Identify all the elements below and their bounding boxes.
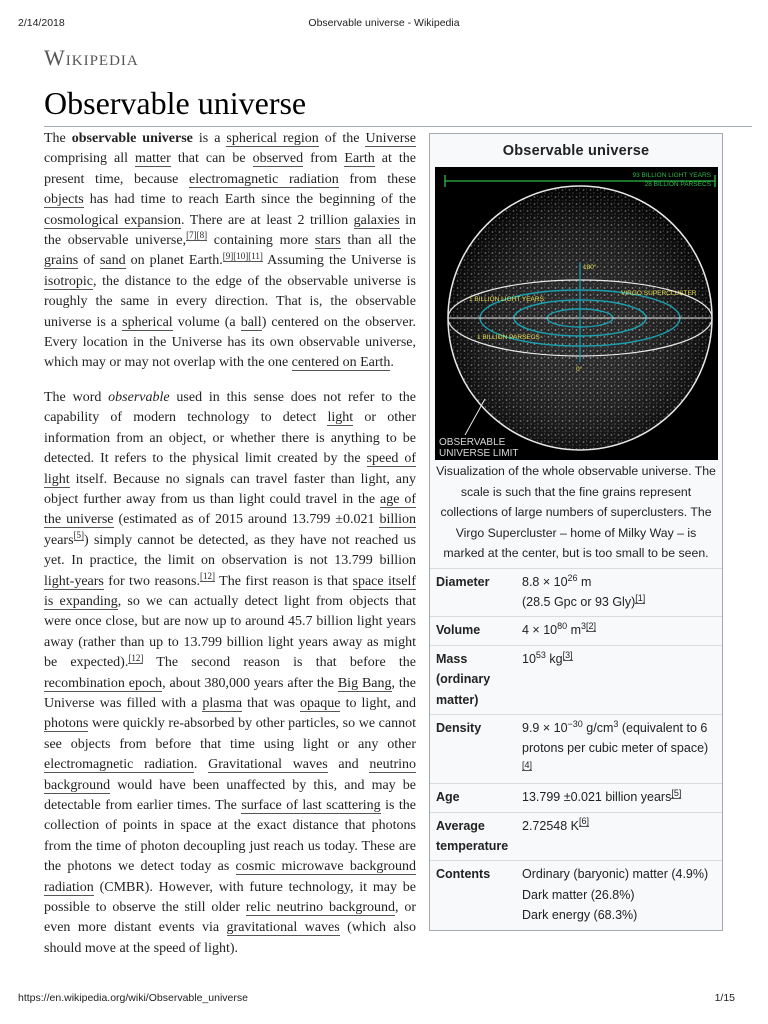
link-light[interactable]: light	[327, 410, 354, 426]
value-mass: $10^{53}$ kg[3]	[516, 645, 722, 714]
link-electromagnetic-radiation[interactable]: electromagnetic radiation	[188, 171, 339, 187]
reference-link[interactable]: [6]	[579, 816, 590, 827]
scale-label-light-years: 93 BILLION LIGHT YEARS	[631, 172, 711, 179]
link-space-expanding[interactable]: space itself is expanding	[44, 573, 417, 609]
row-age	[430, 784, 722, 812]
link-grains[interactable]: grains	[44, 253, 79, 269]
reference-link[interactable]: [1]	[635, 592, 646, 603]
row-density	[430, 714, 722, 783]
link-universe[interactable]: Universe	[365, 131, 417, 146]
link-opaque[interactable]: opaque	[300, 695, 341, 711]
link-galaxies[interactable]: galaxies	[353, 212, 400, 228]
link-earth[interactable]: Earth	[344, 151, 375, 167]
link-sand[interactable]: sand	[99, 253, 126, 269]
link-stars[interactable]: stars	[315, 233, 341, 249]
paragraph-2: The word observable used in this sense does not refer to the capability of modern technology to detect light or other information from an object, or whether there is anything to be detected. It refers to the physical limit created by the speed of light itself. Because no signals can travel faster than light, any object further away from us than light could travel in the age of the universe (estimated as of 2015 around 13.799 ±0.021 billion years[5]) simply cannot be detected, as they have not reached us yet. In practice, the limit on observation is not 13.799 billion light-years for two reasons.[12] The first reason is that space itself is expanding, so we can actually detect light from objects that were once close, but are now up to around 45.7 billion light years away (rather than up to 13.799 billion light years away as might be expected).[12] The second reason is that before the recombination epoch, about 380,000 years after the Big Bang, the Universe was filled with a plasma that was opaque to light, and photons were quickly re-absorbed by other particles, so we cannot see objects from before that time using light or any other electromagnetic radiation. Gravitational waves and neutrino background would have been unaffected by this, and may be detectable from earlier times. The surface of last scattering is the collection of points in space at the exact distance that photons from the time of photon decoupling just reach us today. These are the photons we detect today as cosmic microwave background radiation (CMBR). However, with future technology, it may be possible to observe the still older relic neutrino background, or even more distant events via gravitational waves (which also should move at the speed of light).	[44, 389, 417, 956]
article-body	[44, 129, 416, 973]
link-plasma[interactable]: plasma	[202, 695, 243, 711]
link-ball[interactable]: ball	[240, 314, 262, 330]
value-contents	[516, 861, 722, 930]
row-volume	[430, 617, 722, 645]
link-surface-of-last-scattering[interactable]: surface of last scattering	[241, 798, 381, 813]
reference-link[interactable]: [9][10][11]	[222, 250, 263, 261]
contents-item: Dark energy (68.3%)	[522, 908, 638, 923]
label-volume: Volume	[430, 617, 516, 645]
link-spherical[interactable]: spherical	[122, 314, 173, 330]
label-one-billion-parsecs: 1 BILLION PARSECS	[476, 334, 540, 341]
link-age-of-universe[interactable]: age of the universe	[44, 491, 416, 528]
row-mass	[430, 645, 722, 714]
row-temperature	[430, 812, 722, 861]
label-one-billion-light-years: 1 BILLION LIGHT YEARS	[468, 296, 544, 303]
link-speed-of-light[interactable]: speed of light	[44, 451, 417, 487]
link-gravitational-waves[interactable]: Gravitational waves	[208, 757, 328, 773]
value-age: 13.799 ±0.021 billion years[5]	[516, 784, 722, 812]
label-density: Density	[430, 714, 516, 783]
image-caption: Visualization of the whole observable universe. The scale is such that the fine grains represent collections of large numbers of superclusters. The Virgo Supercluster – home of Milky Way – is marked at the center, but is too small to be seen.	[436, 464, 716, 560]
label-universe-limit: UNIVERSE LIMIT	[438, 448, 518, 459]
contents-item: Ordinary (baryonic) matter (4.9%)	[522, 867, 709, 882]
reference-link[interactable]: [12]	[199, 570, 215, 581]
reference-link[interactable]: [2]	[586, 621, 597, 632]
link-objects[interactable]: objects	[44, 192, 84, 208]
value-volume: $4 \times 10^{80}$ $m^{3[2]}$	[516, 617, 722, 645]
row-diameter	[430, 568, 722, 617]
value-diameter: $8.8 \times 10^{26}$ m (28.5 Gpc or 93 Gly)[1]	[516, 568, 722, 617]
label-virgo-supercluster: VIRGO SUPERCLUSTER	[620, 290, 696, 297]
print-url: https://en.wikipedia.org/wiki/Observable_universe	[18, 992, 248, 1004]
universe-visualization-image[interactable]	[435, 167, 718, 460]
link-spherical-region[interactable]: spherical region	[226, 131, 319, 146]
link-light-years[interactable]: light-years	[44, 573, 104, 589]
print-page-title: Observable universe - Wikipedia	[308, 17, 460, 29]
reference-link[interactable]: [4]	[522, 759, 533, 770]
link-billion[interactable]: billion	[379, 512, 416, 528]
infobox-title: Observable universe	[502, 143, 650, 159]
link-centered-on-earth[interactable]: centered on Earth	[291, 355, 391, 371]
row-contents	[430, 861, 722, 930]
contents-item: Dark matter (26.8%)	[522, 887, 635, 902]
reference-link[interactable]: [5]	[73, 530, 85, 541]
value-density: $9.9 \times 10^{-30}$ $g/cm^3$ (equivalent to 6 protons per cubic meter of space)[4]	[516, 714, 722, 783]
link-big-bang[interactable]: Big Bang	[337, 675, 392, 691]
label-temperature: Average temperature	[430, 812, 516, 861]
link-photons[interactable]: photons	[44, 716, 89, 732]
label-age: Age	[430, 784, 516, 812]
link-cmbr[interactable]: cosmic microwave background radiation	[44, 859, 416, 895]
value-temperature: 2.72548 K[6]	[516, 812, 722, 861]
print-date: 2/14/2018	[18, 17, 65, 29]
scale-label-parsecs: 28 BILLION PARSECS	[644, 181, 711, 188]
page-title: Observable universe	[44, 85, 307, 121]
reference-link[interactable]: [3]	[562, 649, 573, 660]
label-180-deg: 180°	[582, 264, 596, 271]
link-recombination-epoch[interactable]: recombination epoch	[44, 675, 163, 691]
link-matter[interactable]: matter	[135, 151, 171, 167]
link-observed[interactable]: observed	[252, 151, 304, 167]
wikipedia-wordmark[interactable]: Wikipedia	[44, 45, 139, 70]
label-observable: OBSERVABLE	[438, 437, 505, 448]
universe-visualization-svg	[435, 167, 718, 460]
infobox	[429, 133, 723, 931]
bold-term: observable universe	[71, 131, 193, 146]
paragraph-1: The observable universe is a spherical region of the Universe comprising all matter that can be observed from Earth at the present time, because electromagnetic radiation from these objects has had time to reach Earth since the beginning of the cosmological expansion. There are at least 2 trillion galaxies in the observable universe,[7][8] containing more stars than all the grains of sand on planet Earth.[9][10][11] Assuming the Universe is isotropic, the distance to the edge of the observable universe is roughly the same in every direction. That is, the observable universe is a spherical volume (a ball) centered on the observer. Every location in the Universe has its own observable universe, which may or may not overlap with the one centered on Earth.	[44, 131, 417, 371]
title-divider	[44, 126, 752, 127]
label-diameter: Diameter	[430, 568, 516, 617]
reference-link[interactable]: [5]	[671, 788, 682, 798]
print-page-number: 1/15	[714, 992, 735, 1004]
label-mass: Mass (ordinary matter)	[430, 645, 516, 714]
link-gravitational-waves-2[interactable]: gravitational waves	[226, 920, 340, 936]
link-cosmological-expansion[interactable]: cosmological expansion	[44, 212, 181, 228]
link-neutrino-background[interactable]: neutrino background	[44, 757, 417, 793]
label-0-deg: 0°	[575, 366, 582, 373]
link-relic-neutrino-background[interactable]: relic neutrino background	[245, 900, 396, 916]
label-contents: Contents	[430, 861, 516, 930]
link-electromagnetic-radiation[interactable]: electromagnetic radiation	[44, 757, 194, 773]
infobox-table	[430, 568, 722, 930]
reference-link[interactable]: [12]	[128, 652, 144, 663]
link-isotropic[interactable]: isotropic	[44, 273, 93, 289]
reference-link[interactable]: [7][8]	[186, 230, 208, 241]
